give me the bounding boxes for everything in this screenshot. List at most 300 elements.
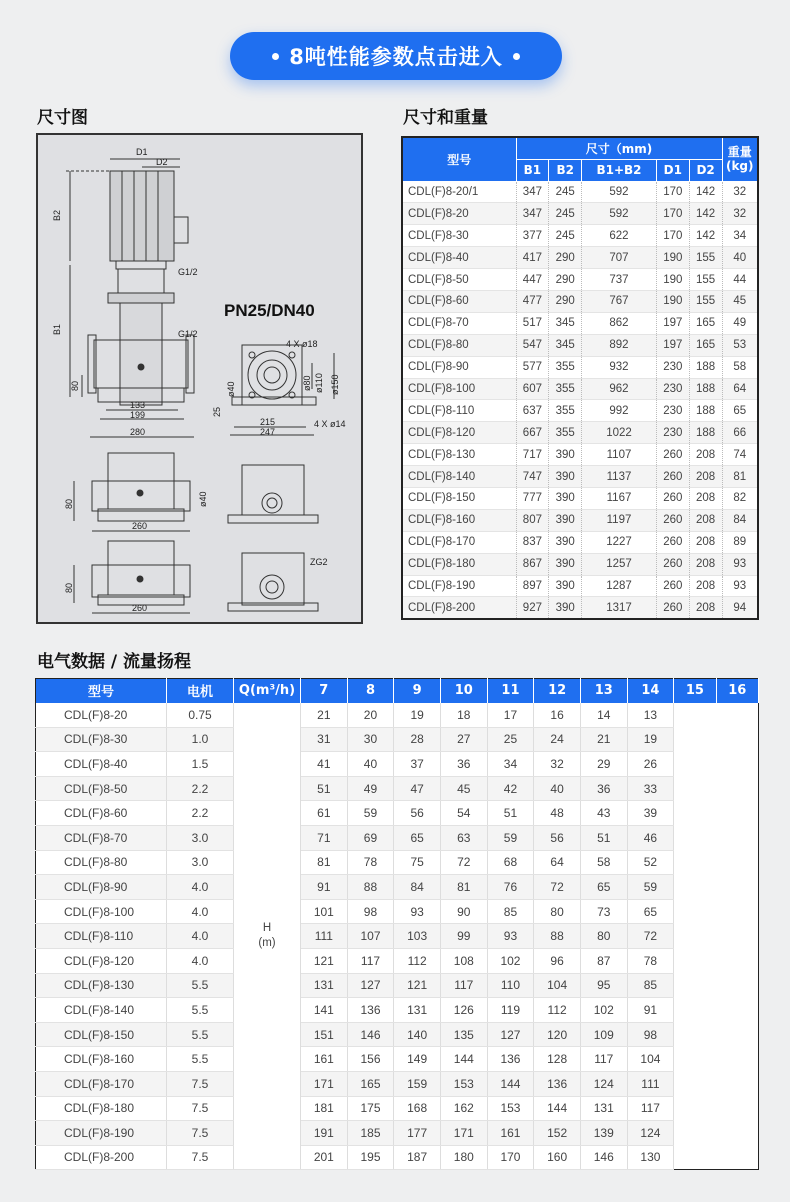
value-cell: 897 [516, 575, 549, 597]
head-value-cell: 73 [580, 899, 627, 924]
head-value-cell: 81 [301, 850, 348, 875]
table-row [402, 597, 758, 619]
value-cell: 355 [549, 356, 582, 378]
head-value-cell: 29 [580, 752, 627, 777]
value-cell: 260 [656, 597, 689, 619]
head-value-cell: 102 [487, 948, 534, 973]
head-value-cell: 149 [394, 1047, 441, 1072]
col-header-flow: Q(m³/h) [234, 679, 301, 703]
head-value-cell: 59 [627, 875, 674, 900]
value-cell: 747 [516, 466, 549, 488]
value-cell: 477 [516, 290, 549, 312]
value-cell: 53 [722, 334, 758, 356]
value-cell: 188 [689, 422, 722, 444]
head-value-cell: 102 [580, 998, 627, 1023]
col-header-dim: B2 [549, 159, 582, 181]
head-value-cell: 144 [440, 1047, 487, 1072]
head-value-cell: 135 [440, 1022, 487, 1047]
head-value-cell: 45 [440, 776, 487, 801]
table-row [36, 727, 759, 752]
head-value-cell: 52 [627, 850, 674, 875]
model-cell: CDL(F)8-110 [36, 924, 167, 949]
model-cell: CDL(F)8-50 [402, 269, 516, 291]
table-row [36, 801, 759, 826]
value-cell: 260 [656, 553, 689, 575]
dim-zg2: ZG2 [310, 557, 328, 567]
value-cell: 230 [656, 400, 689, 422]
dim-199: 199 [130, 410, 146, 420]
section-title-drawing: 尺寸图 [37, 108, 88, 128]
value-cell: 245 [549, 203, 582, 225]
dim-phi40: ø40 [226, 381, 236, 397]
head-value-cell: 85 [627, 973, 674, 998]
dimensions-weight-table [401, 136, 759, 620]
head-value-cell: 121 [301, 948, 348, 973]
head-value-cell: 64 [534, 850, 581, 875]
section-title-dims-weight: 尺寸和重量 [403, 108, 488, 128]
head-value-cell: 146 [347, 1022, 394, 1047]
dim-4xphi14: 4 X ø14 [314, 419, 346, 429]
col-header-flow-value: 9 [394, 679, 441, 703]
table-row [36, 825, 759, 850]
value-cell: 1107 [582, 444, 657, 466]
value-cell: 81 [722, 466, 758, 488]
head-value-cell: 91 [627, 998, 674, 1023]
model-cell: CDL(F)8-110 [402, 400, 516, 422]
value-cell: 862 [582, 312, 657, 334]
value-cell: 767 [582, 290, 657, 312]
head-value-cell: 80 [534, 899, 581, 924]
model-cell: CDL(F)8-60 [402, 290, 516, 312]
col-header-dim: D1 [656, 159, 689, 181]
head-value-cell: 201 [301, 1145, 348, 1170]
value-cell: 165 [689, 312, 722, 334]
motor-cell: 1.5 [167, 752, 234, 777]
table-row [36, 948, 759, 973]
head-label: H [262, 921, 272, 934]
head-value-cell: 69 [347, 825, 394, 850]
head-value-cell: 130 [627, 1145, 674, 1170]
value-cell: 390 [549, 553, 582, 575]
dim-25: 25 [212, 406, 222, 417]
value-cell: 290 [549, 247, 582, 269]
head-value-cell: 181 [301, 1096, 348, 1121]
value-cell: 517 [516, 312, 549, 334]
value-cell: 547 [516, 334, 549, 356]
head-value-cell: 19 [627, 727, 674, 752]
model-cell: CDL(F)8-80 [36, 850, 167, 875]
value-cell: 347 [516, 181, 549, 203]
value-cell: 155 [689, 269, 722, 291]
model-cell: CDL(F)8-150 [402, 487, 516, 509]
table-row [402, 356, 758, 378]
value-cell: 208 [689, 597, 722, 619]
model-cell: CDL(F)8-180 [36, 1096, 167, 1121]
value-cell: 32 [722, 181, 758, 203]
value-cell: 170 [656, 203, 689, 225]
value-cell: 197 [656, 334, 689, 356]
head-value-cell: 48 [534, 801, 581, 826]
motor-cell: 3.0 [167, 825, 234, 850]
model-cell: CDL(F)8-180 [402, 553, 516, 575]
dim-4xphi18: 4 X ø18 [286, 339, 318, 349]
head-value-cell: 117 [347, 948, 394, 973]
head-value-cell: 17 [487, 703, 534, 728]
head-value-cell: 144 [487, 1071, 534, 1096]
head-value-cell: 153 [487, 1096, 534, 1121]
head-value-cell: 25 [487, 727, 534, 752]
value-cell: 355 [549, 400, 582, 422]
value-cell: 155 [689, 247, 722, 269]
head-value-cell: 152 [534, 1121, 581, 1146]
head-value-cell: 36 [580, 776, 627, 801]
value-cell: 208 [689, 553, 722, 575]
motor-cell: 4.0 [167, 948, 234, 973]
col-header-dim: B1+B2 [582, 159, 657, 181]
head-value-cell: 104 [627, 1047, 674, 1072]
head-value-cell: 56 [394, 801, 441, 826]
head-value-cell: 111 [301, 924, 348, 949]
value-cell: 390 [549, 575, 582, 597]
value-cell: 208 [689, 575, 722, 597]
model-cell: CDL(F)8-40 [402, 247, 516, 269]
head-value-cell: 41 [301, 752, 348, 777]
value-cell: 89 [722, 531, 758, 553]
head-value-cell: 30 [347, 727, 394, 752]
pump-drawing-svg [38, 135, 365, 626]
head-value-cell: 146 [580, 1145, 627, 1170]
value-cell: 44 [722, 269, 758, 291]
dim-g12-top: G1/2 [178, 267, 198, 277]
col-header-weight: 重量 (kg) [722, 137, 758, 181]
value-cell: 260 [656, 466, 689, 488]
table-row [402, 247, 758, 269]
value-cell: 40 [722, 247, 758, 269]
head-value-cell: 124 [580, 1071, 627, 1096]
value-cell: 1197 [582, 509, 657, 531]
dim-b1: B1 [52, 323, 62, 335]
model-cell: CDL(F)8-70 [36, 825, 167, 850]
dim-g12-mid: G1/2 [178, 329, 198, 339]
value-cell: 197 [656, 312, 689, 334]
head-value-cell: 34 [487, 752, 534, 777]
col-header-flow-value: 8 [347, 679, 394, 703]
value-cell: 777 [516, 487, 549, 509]
table-row [36, 1022, 759, 1047]
motor-cell: 2.2 [167, 801, 234, 826]
table-row [402, 422, 758, 444]
performance-banner-button[interactable] [230, 32, 562, 80]
motor-cell: 5.5 [167, 998, 234, 1023]
col-header-flow-value: 12 [534, 679, 581, 703]
motor-cell: 4.0 [167, 899, 234, 924]
col-header-motor: 电机 [167, 679, 234, 703]
table-row [402, 487, 758, 509]
col-header-flow-value: 10 [440, 679, 487, 703]
motor-cell: 7.5 [167, 1121, 234, 1146]
head-value-cell: 58 [580, 850, 627, 875]
value-cell: 807 [516, 509, 549, 531]
motor-cell: 7.5 [167, 1145, 234, 1170]
head-value-cell: 33 [627, 776, 674, 801]
motor-cell: 0.75 [167, 703, 234, 728]
value-cell: 377 [516, 225, 549, 247]
value-cell: 74 [722, 444, 758, 466]
head-value-cell: 144 [534, 1096, 581, 1121]
motor-cell: 5.5 [167, 1047, 234, 1072]
head-value-cell: 98 [347, 899, 394, 924]
flow-head-table [35, 678, 759, 1170]
motor-cell: 5.5 [167, 973, 234, 998]
dim-phi110: ø110 [314, 373, 324, 393]
value-cell: 93 [722, 575, 758, 597]
table-row [36, 703, 759, 728]
head-value-cell: 161 [301, 1047, 348, 1072]
head-value-cell: 139 [580, 1121, 627, 1146]
motor-cell: 3.0 [167, 850, 234, 875]
value-cell: 447 [516, 269, 549, 291]
value-cell: 230 [656, 356, 689, 378]
table-row [36, 1047, 759, 1072]
value-cell: 230 [656, 378, 689, 400]
head-value-cell: 40 [347, 752, 394, 777]
value-cell: 155 [689, 290, 722, 312]
value-cell: 230 [656, 422, 689, 444]
value-cell: 390 [549, 509, 582, 531]
col-header-flow-value: 11 [487, 679, 534, 703]
head-value-cell: 68 [487, 850, 534, 875]
dim-b2: B2 [52, 209, 62, 221]
table-row [36, 1096, 759, 1121]
value-cell: 867 [516, 553, 549, 575]
model-cell: CDL(F)8-140 [402, 466, 516, 488]
head-value-cell: 54 [440, 801, 487, 826]
section-title-electric: 电气数据 / 流量扬程 [37, 652, 192, 672]
model-cell: CDL(F)8-20/1 [402, 181, 516, 203]
head-value-cell: 175 [347, 1096, 394, 1121]
head-value-cell: 59 [487, 825, 534, 850]
model-cell: CDL(F)8-40 [36, 752, 167, 777]
head-value-cell: 96 [534, 948, 581, 973]
head-label-cell [234, 703, 301, 1170]
value-cell: 165 [689, 334, 722, 356]
table-row [36, 776, 759, 801]
table-row [402, 181, 758, 203]
head-value-cell: 76 [487, 875, 534, 900]
table-row [402, 290, 758, 312]
col-header-size: 尺寸（mm) [516, 137, 722, 159]
head-value-cell: 39 [627, 801, 674, 826]
value-cell: 45 [722, 290, 758, 312]
head-value-cell: 36 [440, 752, 487, 777]
head-value-cell: 121 [394, 973, 441, 998]
value-cell: 58 [722, 356, 758, 378]
head-value-cell: 120 [534, 1022, 581, 1047]
table-row [402, 203, 758, 225]
model-cell: CDL(F)8-190 [36, 1121, 167, 1146]
model-cell: CDL(F)8-200 [402, 597, 516, 619]
table-row [36, 998, 759, 1023]
head-value-cell: 171 [301, 1071, 348, 1096]
table-row [36, 924, 759, 949]
head-value-cell: 13 [627, 703, 674, 728]
head-value-cell: 131 [394, 998, 441, 1023]
head-value-cell: 180 [440, 1145, 487, 1170]
value-cell: 142 [689, 203, 722, 225]
value-cell: 245 [549, 225, 582, 247]
head-value-cell: 107 [347, 924, 394, 949]
model-cell: CDL(F)8-90 [36, 875, 167, 900]
head-value-cell: 21 [301, 703, 348, 728]
head-value-cell: 72 [440, 850, 487, 875]
head-value-cell: 131 [301, 973, 348, 998]
motor-cell: 4.0 [167, 924, 234, 949]
motor-cell: 2.2 [167, 776, 234, 801]
head-value-cell: 140 [394, 1022, 441, 1047]
head-value-cell: 16 [534, 703, 581, 728]
value-cell: 355 [549, 378, 582, 400]
head-value-cell: 117 [580, 1047, 627, 1072]
col-header-model: 型号 [402, 137, 516, 181]
value-cell: 345 [549, 334, 582, 356]
value-cell: 962 [582, 378, 657, 400]
head-value-cell: 168 [394, 1096, 441, 1121]
head-value-cell: 85 [487, 899, 534, 924]
value-cell: 170 [656, 225, 689, 247]
table-row [36, 973, 759, 998]
col-header-dim: B1 [516, 159, 549, 181]
head-value-cell: 156 [347, 1047, 394, 1072]
head-value-cell: 109 [580, 1022, 627, 1047]
value-cell: 345 [549, 312, 582, 334]
model-cell: CDL(F)8-50 [36, 776, 167, 801]
table-row [36, 899, 759, 924]
head-value-cell: 37 [394, 752, 441, 777]
model-cell: CDL(F)8-100 [36, 899, 167, 924]
model-cell: CDL(F)8-90 [402, 356, 516, 378]
head-value-cell: 26 [627, 752, 674, 777]
value-cell: 142 [689, 225, 722, 247]
dim-80-view1: 80 [64, 498, 74, 509]
table-row [36, 1121, 759, 1146]
value-cell: 417 [516, 247, 549, 269]
value-cell: 65 [722, 400, 758, 422]
value-cell: 245 [549, 181, 582, 203]
model-cell: CDL(F)8-80 [402, 334, 516, 356]
head-value-cell: 165 [347, 1071, 394, 1096]
head-value-cell: 104 [534, 973, 581, 998]
bullet-icon [272, 53, 279, 60]
value-cell: 84 [722, 509, 758, 531]
head-value-cell: 99 [440, 924, 487, 949]
head-value-cell: 88 [347, 875, 394, 900]
head-value-cell: 61 [301, 801, 348, 826]
head-value-cell: 159 [394, 1071, 441, 1096]
value-cell: 1167 [582, 487, 657, 509]
head-value-cell: 65 [627, 899, 674, 924]
value-cell: 607 [516, 378, 549, 400]
value-cell: 737 [582, 269, 657, 291]
head-value-cell: 51 [580, 825, 627, 850]
banner-text: 8吨性能参数点击进入 [289, 45, 503, 69]
table-row [402, 269, 758, 291]
dim-phi80: ø80 [302, 375, 312, 391]
value-cell: 188 [689, 356, 722, 378]
head-value-cell: 84 [394, 875, 441, 900]
dim-80-view2: 80 [64, 582, 74, 593]
value-cell: 208 [689, 466, 722, 488]
value-cell: 49 [722, 312, 758, 334]
col-header-flow-value: 16 [716, 679, 758, 703]
table-row [402, 225, 758, 247]
col-header-flow-value: 14 [627, 679, 674, 703]
value-cell: 837 [516, 531, 549, 553]
value-cell: 94 [722, 597, 758, 619]
col-header-flow-value: 13 [580, 679, 627, 703]
head-value-cell: 112 [534, 998, 581, 1023]
head-value-cell: 141 [301, 998, 348, 1023]
table-row [402, 575, 758, 597]
head-value-cell: 63 [440, 825, 487, 850]
model-cell: CDL(F)8-170 [402, 531, 516, 553]
value-cell: 992 [582, 400, 657, 422]
head-value-cell: 40 [534, 776, 581, 801]
value-cell: 1022 [582, 422, 657, 444]
head-value-cell: 19 [394, 703, 441, 728]
value-cell: 260 [656, 487, 689, 509]
value-cell: 208 [689, 444, 722, 466]
head-value-cell: 51 [301, 776, 348, 801]
model-cell: CDL(F)8-130 [402, 444, 516, 466]
motor-cell: 5.5 [167, 1022, 234, 1047]
model-cell: CDL(F)8-120 [402, 422, 516, 444]
head-value-cell: 51 [487, 801, 534, 826]
head-value-cell: 18 [440, 703, 487, 728]
head-value-cell: 59 [347, 801, 394, 826]
head-value-cell: 185 [347, 1121, 394, 1146]
value-cell: 64 [722, 378, 758, 400]
table-row [402, 378, 758, 400]
head-value-cell: 128 [534, 1047, 581, 1072]
head-value-cell: 136 [534, 1071, 581, 1096]
dim-phi150: ø150 [330, 374, 340, 395]
head-value-cell: 20 [347, 703, 394, 728]
motor-cell: 7.5 [167, 1071, 234, 1096]
dim-d2: D2 [156, 157, 168, 167]
head-value-cell: 93 [487, 924, 534, 949]
value-cell: 1227 [582, 531, 657, 553]
dim-d1: D1 [136, 147, 148, 157]
model-cell: CDL(F)8-20 [36, 703, 167, 728]
value-cell: 1137 [582, 466, 657, 488]
head-value-cell: 27 [440, 727, 487, 752]
bullet-icon [513, 53, 520, 60]
model-cell: CDL(F)8-150 [36, 1022, 167, 1047]
head-value-cell: 42 [487, 776, 534, 801]
head-value-cell: 47 [394, 776, 441, 801]
value-cell: 1317 [582, 597, 657, 619]
head-value-cell: 32 [534, 752, 581, 777]
value-cell: 717 [516, 444, 549, 466]
table-row [36, 752, 759, 777]
value-cell: 622 [582, 225, 657, 247]
head-value-cell: 72 [627, 924, 674, 949]
head-value-cell: 153 [440, 1071, 487, 1096]
head-value-cell: 110 [487, 973, 534, 998]
head-value-cell: 126 [440, 998, 487, 1023]
head-value-cell: 161 [487, 1121, 534, 1146]
head-value-cell: 136 [347, 998, 394, 1023]
